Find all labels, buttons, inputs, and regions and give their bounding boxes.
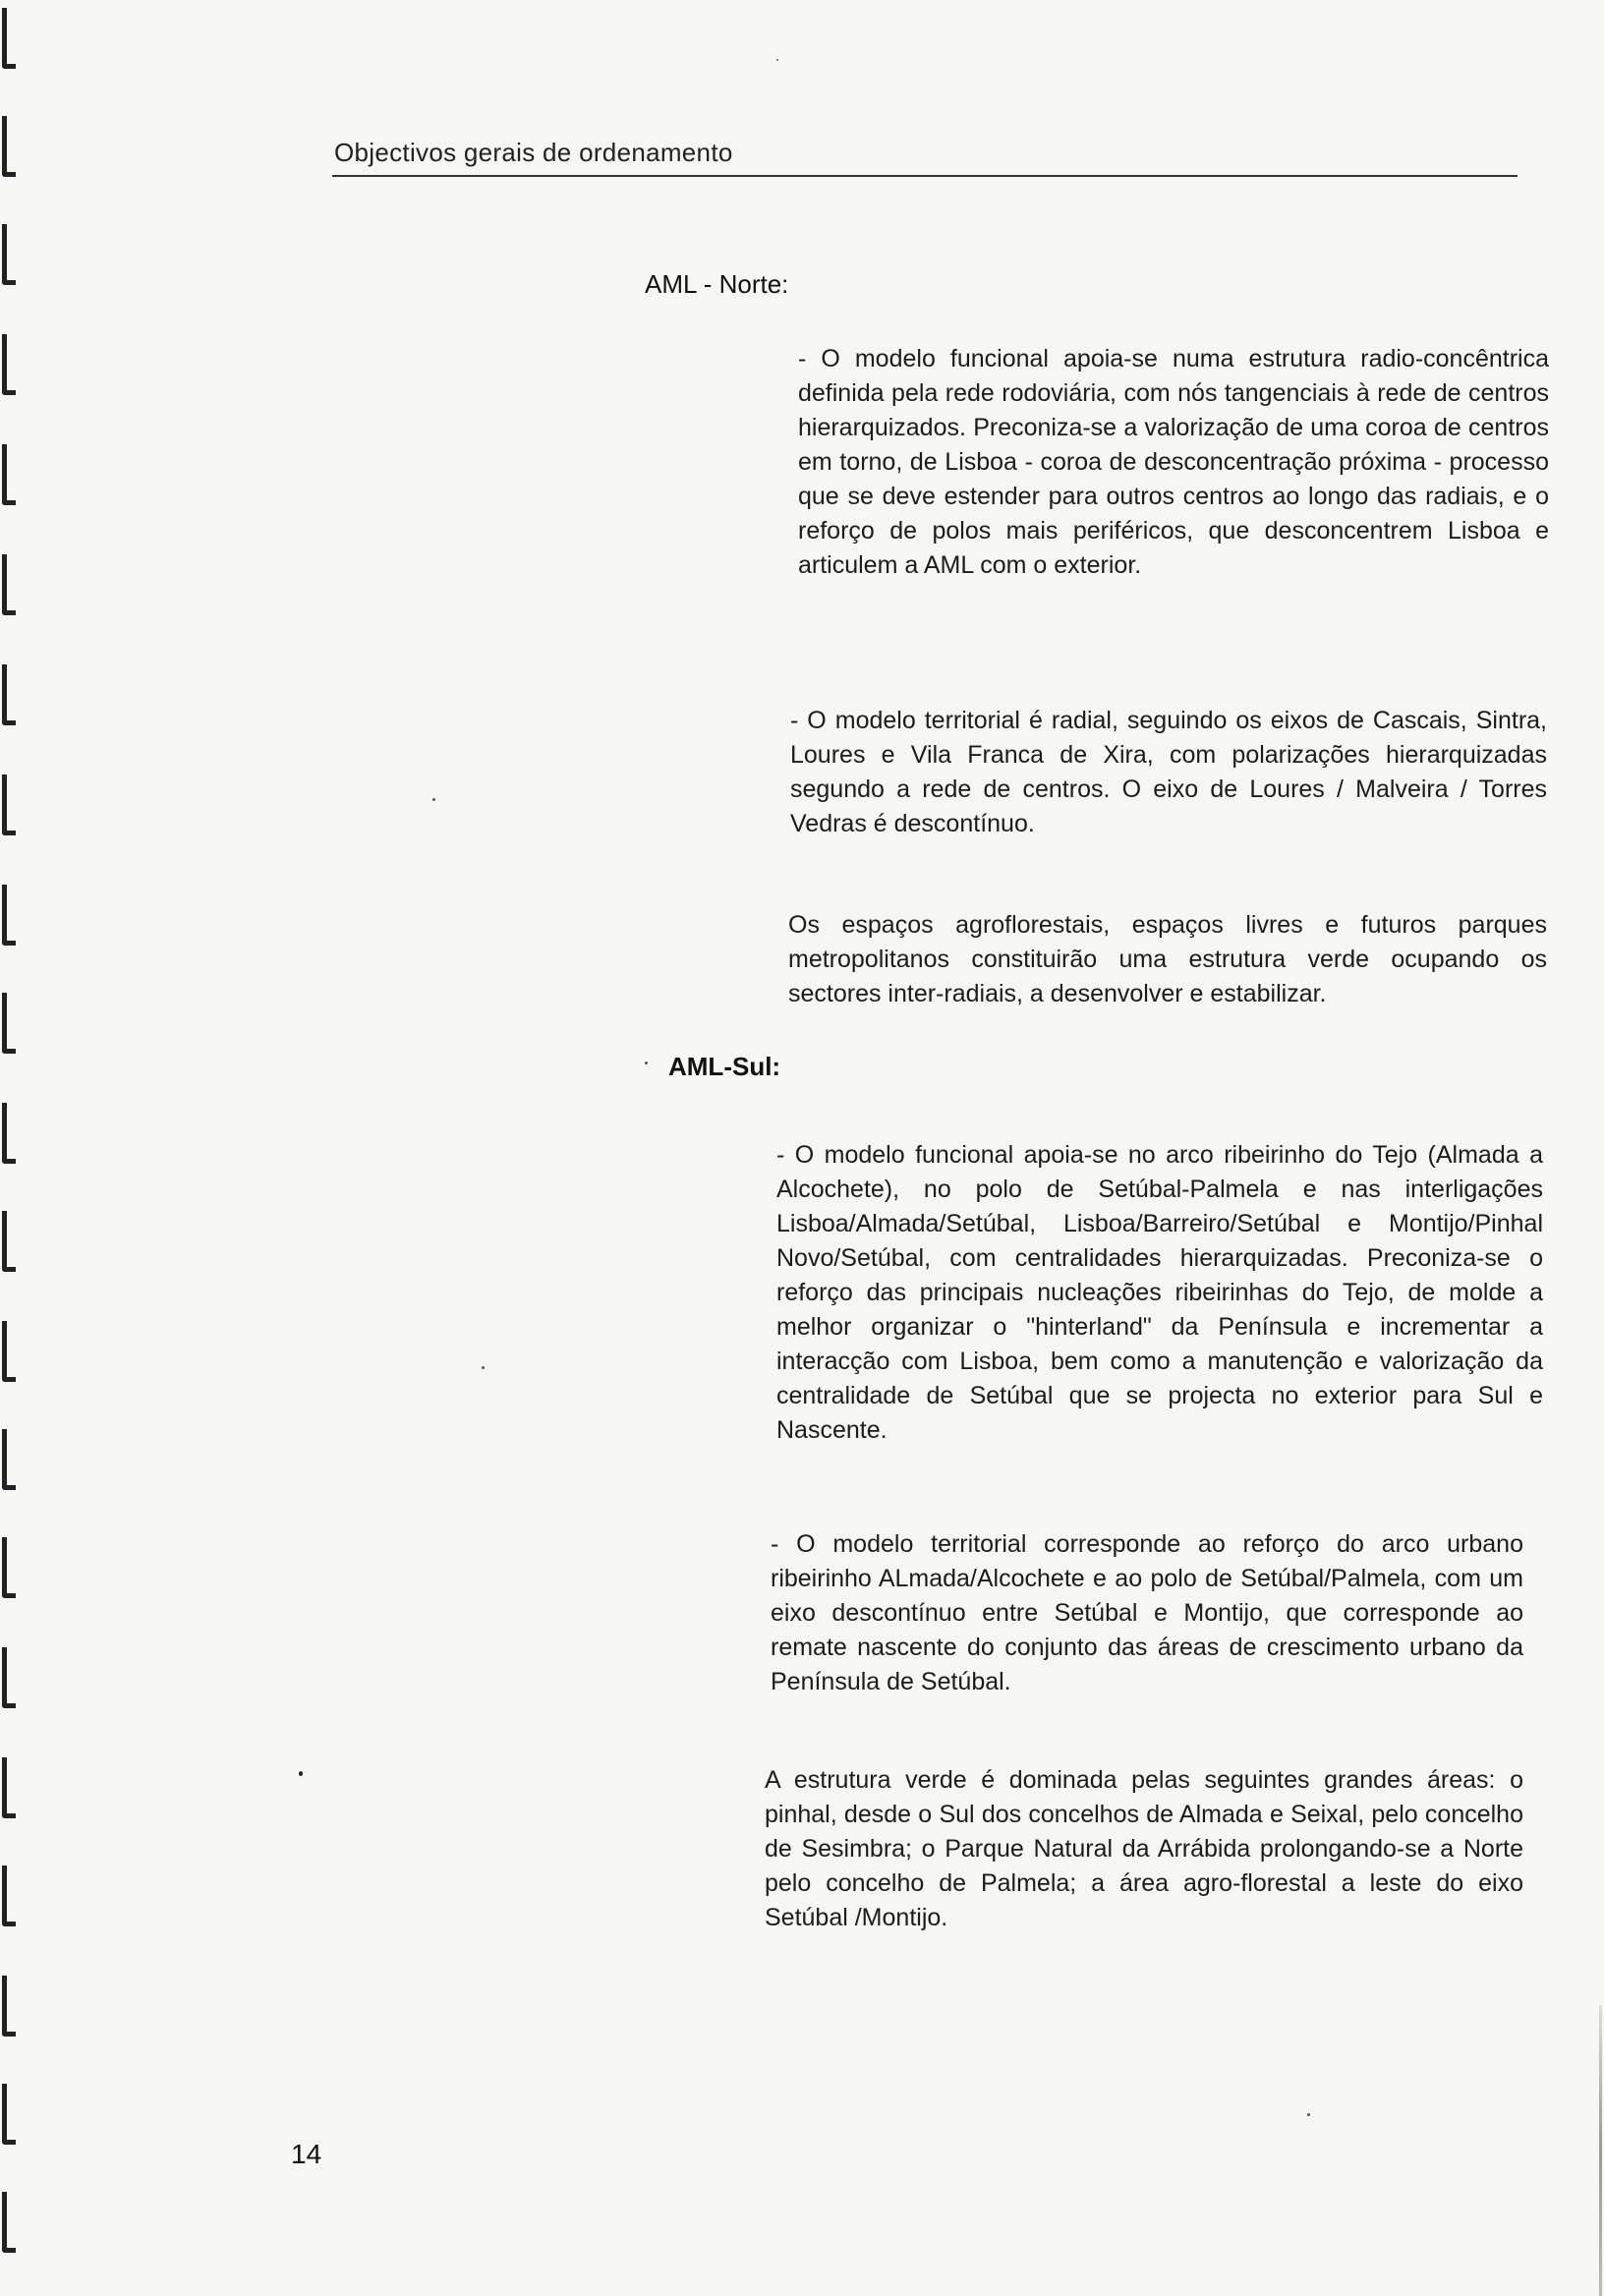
binding-ring: [2, 775, 16, 835]
binding-ring: [2, 993, 16, 1054]
scan-speck: [299, 1771, 303, 1776]
binding-ring: [2, 554, 16, 615]
binding-ring: [2, 1976, 16, 2037]
section-heading-aml-norte: AML - Norte:: [645, 269, 789, 299]
binding-ring: [2, 334, 16, 395]
paragraph-norte-estrutura-verde: Os espaços agroflorestais, espaços livres e futuros parques metropolitanos constituirão uma estrutura verde ocupando os sectores inter-radiais, a desenvolver e estabilizar.: [788, 911, 1547, 1007]
binding-ring: [2, 664, 16, 725]
binding-strip: [0, 0, 22, 2296]
binding-ring: [2, 116, 16, 177]
scan-speck: [645, 1062, 648, 1064]
page-edge-shadow: [1599, 2005, 1602, 2296]
paragraph-sul-funcional: - O modelo funcional apoia-se no arco ribeirinho do Tejo (Almada a Alcochete), no polo de Setúbal-Palmela e nas interligações Lisboa/Almada/Setúbal, Lisboa/Barreiro/Setúbal e Montijo/Pinhal Novo/Setúbal, com centralidades hierarquizadas. Preconiza-se o reforço das principais nucleações ribeirinhas do Tejo, de molde a melhor organizar o "hinterland" da Península e incrementar a interacção com Lisboa, bem como a manutenção e valorização da centralidade de Setúbal que se projecta no exterior para Sul e Nascente.: [776, 1141, 1543, 1444]
binding-ring: [2, 2084, 16, 2145]
header-rule: [332, 175, 1518, 177]
scan-speck: [1307, 2113, 1310, 2116]
binding-ring: [2, 1321, 16, 1382]
paragraph-norte-funcional: - O modelo funcional apoia-se numa estrutura radio-concêntrica definida pela rede rodoviária, com nós tangenciais à rede de centros hierarquizados. Preconiza-se a valorização de uma coroa de centros em torno, de Lisboa - coroa de desconcentração próxima - processo que se deve estender para outros centros ao longo das radiais, e o reforço de polos mais periféricos, que desconcentrem Lisboa e articulem a AML com o exterior.: [798, 345, 1549, 579]
scan-speck: [432, 798, 435, 801]
scan-speck: [482, 1366, 485, 1369]
paragraph-sul-territorial: - O modelo territorial corresponde ao reforço do arco urbano ribeirinho ALmada/Alcochete e ao polo de Setúbal/Palmela, com um eixo descontínuo entre Setúbal e Montijo, que corresponde ao remate nascente do conjunto das áreas de crescimento urbano da Península de Setúbal.: [771, 1530, 1523, 1695]
scan-speck: [776, 59, 778, 61]
section-heading-aml-sul: AML-Sul:: [668, 1052, 781, 1081]
binding-ring: [2, 1537, 16, 1598]
page-header-title: Objectivos gerais de ordenamento: [334, 138, 733, 167]
binding-ring: [2, 1647, 16, 1708]
binding-ring: [2, 1757, 16, 1818]
binding-ring: [2, 885, 16, 946]
paragraph-norte-territorial: - O modelo territorial é radial, seguindo os eixos de Cascais, Sintra, Loures e Vila Franca de Xira, com polarizações hierarquizadas segundo a rede de centros. O eixo de Loures / Malveira / Torres Vedras é descontínuo.: [790, 707, 1547, 837]
binding-ring: [2, 8, 16, 69]
binding-ring: [2, 444, 16, 505]
page-number: 14: [291, 2139, 322, 2169]
binding-ring: [2, 1211, 16, 1272]
binding-ring: [2, 1866, 16, 1926]
binding-ring: [2, 2192, 16, 2253]
paragraph-sul-estrutura-verde: A estrutura verde é dominada pelas seguintes grandes áreas: o pinhal, desde o Sul dos concelhos de Almada e Seixal, pelo concelho de Sesimbra; o Parque Natural da Arrábida prolongando-se a Norte pelo concelho de Palmela; a área agro-florestal a leste do eixo Setúbal /Montijo.: [765, 1766, 1523, 1931]
binding-ring: [2, 1103, 16, 1164]
binding-ring: [2, 224, 16, 285]
binding-ring: [2, 1429, 16, 1490]
